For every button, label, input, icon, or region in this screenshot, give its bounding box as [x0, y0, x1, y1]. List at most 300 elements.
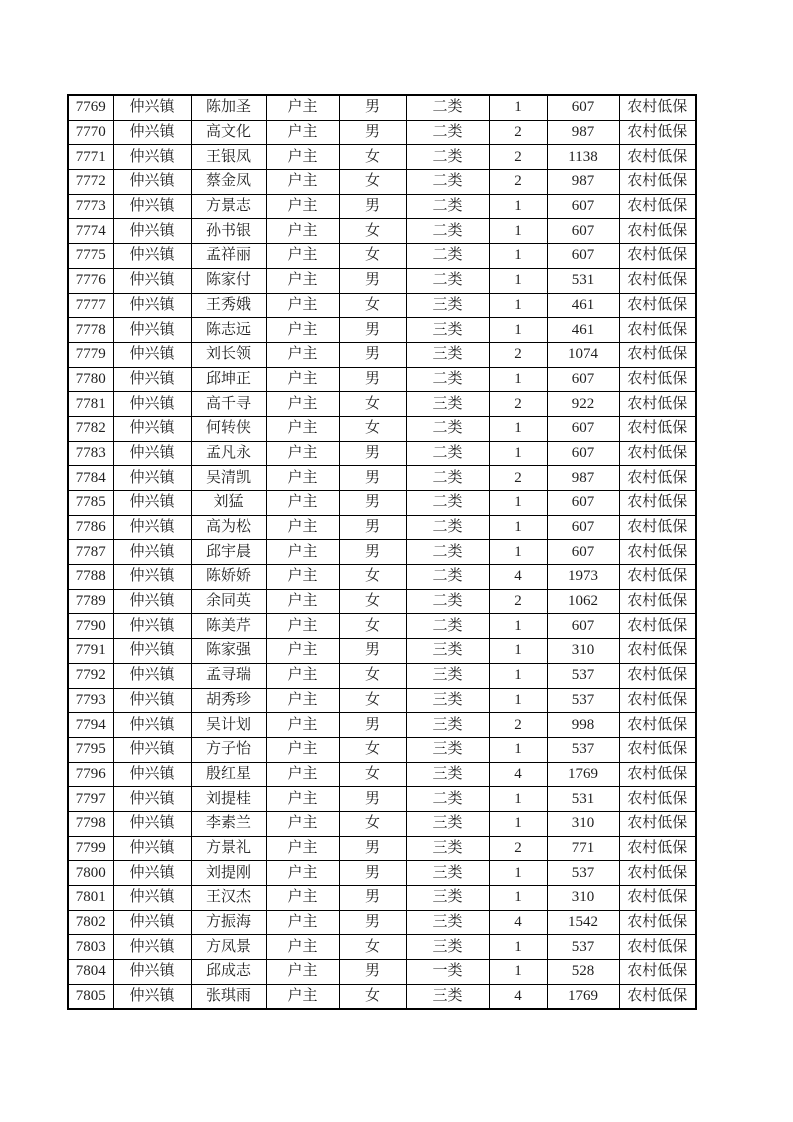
- gender-cell: 男: [339, 861, 406, 886]
- amount-cell: 987: [547, 170, 619, 195]
- relation-cell: 户主: [266, 268, 339, 293]
- benefit-type-cell: 农村低保: [619, 787, 696, 812]
- name-cell: 刘长领: [191, 342, 266, 367]
- benefit-table: [67, 94, 697, 1010]
- count-cell: 1: [489, 491, 547, 516]
- table-row: [68, 392, 696, 417]
- table-row: [68, 293, 696, 318]
- amount-cell: 1138: [547, 145, 619, 170]
- count-cell: 1: [489, 367, 547, 392]
- name-cell: 陈美芹: [191, 614, 266, 639]
- serial-cell: 7780: [68, 367, 113, 392]
- relation-cell: 户主: [266, 787, 339, 812]
- relation-cell: 户主: [266, 910, 339, 935]
- gender-cell: 女: [339, 392, 406, 417]
- amount-cell: 607: [547, 367, 619, 392]
- town-cell: 仲兴镇: [113, 491, 191, 516]
- gender-cell: 男: [339, 318, 406, 343]
- relation-cell: 户主: [266, 713, 339, 738]
- category-cell: 三类: [406, 688, 489, 713]
- category-cell: 二类: [406, 614, 489, 639]
- count-cell: 1: [489, 318, 547, 343]
- town-cell: 仲兴镇: [113, 762, 191, 787]
- amount-cell: 1062: [547, 589, 619, 614]
- relation-cell: 户主: [266, 318, 339, 343]
- gender-cell: 男: [339, 886, 406, 911]
- category-cell: 二类: [406, 170, 489, 195]
- relation-cell: 户主: [266, 836, 339, 861]
- count-cell: 1: [489, 293, 547, 318]
- amount-cell: 537: [547, 935, 619, 960]
- amount-cell: 607: [547, 219, 619, 244]
- town-cell: 仲兴镇: [113, 120, 191, 145]
- relation-cell: 户主: [266, 688, 339, 713]
- table-row: [68, 713, 696, 738]
- count-cell: 4: [489, 910, 547, 935]
- town-cell: 仲兴镇: [113, 589, 191, 614]
- benefit-type-cell: 农村低保: [619, 589, 696, 614]
- relation-cell: 户主: [266, 935, 339, 960]
- town-cell: 仲兴镇: [113, 984, 191, 1009]
- benefit-type-cell: 农村低保: [619, 713, 696, 738]
- town-cell: 仲兴镇: [113, 886, 191, 911]
- serial-cell: 7771: [68, 145, 113, 170]
- name-cell: 张琪雨: [191, 984, 266, 1009]
- relation-cell: 户主: [266, 737, 339, 762]
- name-cell: 殷红星: [191, 762, 266, 787]
- amount-cell: 987: [547, 466, 619, 491]
- benefit-table-body: [68, 95, 696, 1009]
- gender-cell: 男: [339, 95, 406, 120]
- gender-cell: 女: [339, 145, 406, 170]
- relation-cell: 户主: [266, 293, 339, 318]
- serial-cell: 7782: [68, 416, 113, 441]
- count-cell: 1: [489, 737, 547, 762]
- amount-cell: 310: [547, 811, 619, 836]
- town-cell: 仲兴镇: [113, 663, 191, 688]
- benefit-type-cell: 农村低保: [619, 342, 696, 367]
- amount-cell: 922: [547, 392, 619, 417]
- count-cell: 2: [489, 392, 547, 417]
- serial-cell: 7779: [68, 342, 113, 367]
- count-cell: 1: [489, 515, 547, 540]
- amount-cell: 607: [547, 540, 619, 565]
- name-cell: 陈家强: [191, 639, 266, 664]
- serial-cell: 7769: [68, 95, 113, 120]
- category-cell: 二类: [406, 515, 489, 540]
- table-row: [68, 565, 696, 590]
- name-cell: 胡秀珍: [191, 688, 266, 713]
- benefit-type-cell: 农村低保: [619, 367, 696, 392]
- relation-cell: 户主: [266, 540, 339, 565]
- amount-cell: 607: [547, 515, 619, 540]
- category-cell: 二类: [406, 219, 489, 244]
- benefit-type-cell: 农村低保: [619, 244, 696, 269]
- name-cell: 刘提桂: [191, 787, 266, 812]
- amount-cell: 537: [547, 663, 619, 688]
- amount-cell: 310: [547, 639, 619, 664]
- serial-cell: 7798: [68, 811, 113, 836]
- name-cell: 方景志: [191, 194, 266, 219]
- amount-cell: 607: [547, 416, 619, 441]
- benefit-type-cell: 农村低保: [619, 491, 696, 516]
- name-cell: 孟寻瑞: [191, 663, 266, 688]
- town-cell: 仲兴镇: [113, 688, 191, 713]
- name-cell: 陈加圣: [191, 95, 266, 120]
- count-cell: 2: [489, 170, 547, 195]
- gender-cell: 男: [339, 466, 406, 491]
- benefit-type-cell: 农村低保: [619, 293, 696, 318]
- category-cell: 二类: [406, 95, 489, 120]
- serial-cell: 7784: [68, 466, 113, 491]
- relation-cell: 户主: [266, 589, 339, 614]
- count-cell: 1: [489, 935, 547, 960]
- benefit-type-cell: 农村低保: [619, 95, 696, 120]
- gender-cell: 女: [339, 737, 406, 762]
- gender-cell: 女: [339, 565, 406, 590]
- town-cell: 仲兴镇: [113, 367, 191, 392]
- category-cell: 一类: [406, 960, 489, 985]
- amount-cell: 1769: [547, 762, 619, 787]
- town-cell: 仲兴镇: [113, 515, 191, 540]
- table-row: [68, 145, 696, 170]
- count-cell: 4: [489, 762, 547, 787]
- serial-cell: 7785: [68, 491, 113, 516]
- serial-cell: 7794: [68, 713, 113, 738]
- category-cell: 三类: [406, 713, 489, 738]
- town-cell: 仲兴镇: [113, 95, 191, 120]
- gender-cell: 男: [339, 836, 406, 861]
- name-cell: 孟祥丽: [191, 244, 266, 269]
- count-cell: 1: [489, 960, 547, 985]
- serial-cell: 7777: [68, 293, 113, 318]
- amount-cell: 1074: [547, 342, 619, 367]
- table-row: [68, 886, 696, 911]
- category-cell: 三类: [406, 737, 489, 762]
- amount-cell: 528: [547, 960, 619, 985]
- amount-cell: 531: [547, 787, 619, 812]
- serial-cell: 7772: [68, 170, 113, 195]
- category-cell: 三类: [406, 886, 489, 911]
- relation-cell: 户主: [266, 762, 339, 787]
- name-cell: 王秀娥: [191, 293, 266, 318]
- table-row: [68, 836, 696, 861]
- gender-cell: 女: [339, 293, 406, 318]
- gender-cell: 男: [339, 342, 406, 367]
- benefit-type-cell: 农村低保: [619, 935, 696, 960]
- benefit-type-cell: 农村低保: [619, 120, 696, 145]
- count-cell: 2: [489, 836, 547, 861]
- benefit-type-cell: 农村低保: [619, 194, 696, 219]
- name-cell: 邱成志: [191, 960, 266, 985]
- relation-cell: 户主: [266, 145, 339, 170]
- relation-cell: 户主: [266, 466, 339, 491]
- gender-cell: 女: [339, 614, 406, 639]
- table-row: [68, 515, 696, 540]
- town-cell: 仲兴镇: [113, 219, 191, 244]
- category-cell: 三类: [406, 811, 489, 836]
- name-cell: 吴清凯: [191, 466, 266, 491]
- category-cell: 二类: [406, 120, 489, 145]
- name-cell: 高文化: [191, 120, 266, 145]
- count-cell: 1: [489, 194, 547, 219]
- relation-cell: 户主: [266, 367, 339, 392]
- benefit-type-cell: 农村低保: [619, 960, 696, 985]
- town-cell: 仲兴镇: [113, 194, 191, 219]
- count-cell: 1: [489, 787, 547, 812]
- serial-cell: 7775: [68, 244, 113, 269]
- count-cell: 4: [489, 984, 547, 1009]
- category-cell: 二类: [406, 787, 489, 812]
- category-cell: 二类: [406, 244, 489, 269]
- serial-cell: 7786: [68, 515, 113, 540]
- relation-cell: 户主: [266, 663, 339, 688]
- amount-cell: 1769: [547, 984, 619, 1009]
- name-cell: 刘提刚: [191, 861, 266, 886]
- gender-cell: 女: [339, 589, 406, 614]
- relation-cell: 户主: [266, 194, 339, 219]
- name-cell: 陈志远: [191, 318, 266, 343]
- serial-cell: 7796: [68, 762, 113, 787]
- table-row: [68, 787, 696, 812]
- amount-cell: 607: [547, 95, 619, 120]
- town-cell: 仲兴镇: [113, 145, 191, 170]
- table-row: [68, 688, 696, 713]
- relation-cell: 户主: [266, 639, 339, 664]
- gender-cell: 女: [339, 984, 406, 1009]
- category-cell: 二类: [406, 565, 489, 590]
- benefit-type-cell: 农村低保: [619, 663, 696, 688]
- town-cell: 仲兴镇: [113, 244, 191, 269]
- benefit-type-cell: 农村低保: [619, 762, 696, 787]
- category-cell: 三类: [406, 910, 489, 935]
- table-row: [68, 589, 696, 614]
- serial-cell: 7773: [68, 194, 113, 219]
- table-row: [68, 935, 696, 960]
- relation-cell: 户主: [266, 219, 339, 244]
- relation-cell: 户主: [266, 170, 339, 195]
- category-cell: 三类: [406, 392, 489, 417]
- benefit-type-cell: 农村低保: [619, 688, 696, 713]
- serial-cell: 7770: [68, 120, 113, 145]
- benefit-type-cell: 农村低保: [619, 984, 696, 1009]
- relation-cell: 户主: [266, 886, 339, 911]
- table-row: [68, 170, 696, 195]
- amount-cell: 537: [547, 737, 619, 762]
- count-cell: 1: [489, 614, 547, 639]
- relation-cell: 户主: [266, 984, 339, 1009]
- table-row: [68, 811, 696, 836]
- category-cell: 三类: [406, 762, 489, 787]
- table-row: [68, 466, 696, 491]
- town-cell: 仲兴镇: [113, 811, 191, 836]
- name-cell: 邱宇晨: [191, 540, 266, 565]
- relation-cell: 户主: [266, 565, 339, 590]
- count-cell: 1: [489, 861, 547, 886]
- relation-cell: 户主: [266, 515, 339, 540]
- benefit-type-cell: 农村低保: [619, 565, 696, 590]
- benefit-type-cell: 农村低保: [619, 886, 696, 911]
- name-cell: 邱坤正: [191, 367, 266, 392]
- amount-cell: 607: [547, 441, 619, 466]
- gender-cell: 女: [339, 219, 406, 244]
- table-row: [68, 960, 696, 985]
- amount-cell: 461: [547, 293, 619, 318]
- table-row: [68, 342, 696, 367]
- name-cell: 王银凤: [191, 145, 266, 170]
- name-cell: 何转侠: [191, 416, 266, 441]
- count-cell: 1: [489, 540, 547, 565]
- amount-cell: 607: [547, 244, 619, 269]
- table-row: [68, 540, 696, 565]
- amount-cell: 1542: [547, 910, 619, 935]
- gender-cell: 女: [339, 811, 406, 836]
- serial-cell: 7788: [68, 565, 113, 590]
- name-cell: 高为松: [191, 515, 266, 540]
- table-row: [68, 639, 696, 664]
- name-cell: 吴计划: [191, 713, 266, 738]
- town-cell: 仲兴镇: [113, 416, 191, 441]
- gender-cell: 男: [339, 268, 406, 293]
- amount-cell: 310: [547, 886, 619, 911]
- category-cell: 三类: [406, 342, 489, 367]
- relation-cell: 户主: [266, 960, 339, 985]
- town-cell: 仲兴镇: [113, 342, 191, 367]
- gender-cell: 女: [339, 935, 406, 960]
- category-cell: 三类: [406, 318, 489, 343]
- category-cell: 二类: [406, 416, 489, 441]
- benefit-type-cell: 农村低保: [619, 540, 696, 565]
- name-cell: 方子怡: [191, 737, 266, 762]
- amount-cell: 537: [547, 688, 619, 713]
- count-cell: 1: [489, 811, 547, 836]
- benefit-type-cell: 农村低保: [619, 170, 696, 195]
- benefit-type-cell: 农村低保: [619, 416, 696, 441]
- town-cell: 仲兴镇: [113, 318, 191, 343]
- relation-cell: 户主: [266, 95, 339, 120]
- town-cell: 仲兴镇: [113, 836, 191, 861]
- category-cell: 三类: [406, 861, 489, 886]
- name-cell: 李素兰: [191, 811, 266, 836]
- amount-cell: 607: [547, 614, 619, 639]
- category-cell: 三类: [406, 293, 489, 318]
- benefit-type-cell: 农村低保: [619, 466, 696, 491]
- serial-cell: 7803: [68, 935, 113, 960]
- count-cell: 2: [489, 120, 547, 145]
- amount-cell: 998: [547, 713, 619, 738]
- count-cell: 1: [489, 688, 547, 713]
- gender-cell: 女: [339, 416, 406, 441]
- table-row: [68, 861, 696, 886]
- town-cell: 仲兴镇: [113, 737, 191, 762]
- count-cell: 4: [489, 565, 547, 590]
- gender-cell: 女: [339, 688, 406, 713]
- benefit-type-cell: 农村低保: [619, 639, 696, 664]
- benefit-type-cell: 农村低保: [619, 515, 696, 540]
- serial-cell: 7781: [68, 392, 113, 417]
- category-cell: 二类: [406, 491, 489, 516]
- category-cell: 三类: [406, 836, 489, 861]
- benefit-type-cell: 农村低保: [619, 811, 696, 836]
- name-cell: 高千寻: [191, 392, 266, 417]
- relation-cell: 户主: [266, 244, 339, 269]
- gender-cell: 男: [339, 515, 406, 540]
- town-cell: 仲兴镇: [113, 960, 191, 985]
- table-row: [68, 762, 696, 787]
- benefit-type-cell: 农村低保: [619, 737, 696, 762]
- count-cell: 2: [489, 713, 547, 738]
- town-cell: 仲兴镇: [113, 639, 191, 664]
- serial-cell: 7783: [68, 441, 113, 466]
- category-cell: 二类: [406, 268, 489, 293]
- name-cell: 刘猛: [191, 491, 266, 516]
- gender-cell: 男: [339, 120, 406, 145]
- benefit-type-cell: 农村低保: [619, 268, 696, 293]
- gender-cell: 女: [339, 762, 406, 787]
- amount-cell: 531: [547, 268, 619, 293]
- table-row: [68, 194, 696, 219]
- name-cell: 王汉杰: [191, 886, 266, 911]
- category-cell: 二类: [406, 589, 489, 614]
- benefit-type-cell: 农村低保: [619, 836, 696, 861]
- category-cell: 二类: [406, 441, 489, 466]
- table-row: [68, 491, 696, 516]
- name-cell: 陈娇娇: [191, 565, 266, 590]
- serial-cell: 7800: [68, 861, 113, 886]
- gender-cell: 男: [339, 713, 406, 738]
- category-cell: 三类: [406, 984, 489, 1009]
- gender-cell: 女: [339, 244, 406, 269]
- gender-cell: 男: [339, 910, 406, 935]
- name-cell: 方景礼: [191, 836, 266, 861]
- benefit-type-cell: 农村低保: [619, 145, 696, 170]
- name-cell: 余同英: [191, 589, 266, 614]
- category-cell: 二类: [406, 466, 489, 491]
- serial-cell: 7789: [68, 589, 113, 614]
- amount-cell: 771: [547, 836, 619, 861]
- gender-cell: 男: [339, 960, 406, 985]
- amount-cell: 1973: [547, 565, 619, 590]
- table-row: [68, 441, 696, 466]
- count-cell: 1: [489, 416, 547, 441]
- amount-cell: 537: [547, 861, 619, 886]
- town-cell: 仲兴镇: [113, 441, 191, 466]
- name-cell: 蔡金凤: [191, 170, 266, 195]
- serial-cell: 7791: [68, 639, 113, 664]
- table-row: [68, 367, 696, 392]
- town-cell: 仲兴镇: [113, 565, 191, 590]
- count-cell: 2: [489, 342, 547, 367]
- gender-cell: 男: [339, 441, 406, 466]
- serial-cell: 7802: [68, 910, 113, 935]
- serial-cell: 7776: [68, 268, 113, 293]
- count-cell: 1: [489, 886, 547, 911]
- name-cell: 方凤景: [191, 935, 266, 960]
- count-cell: 2: [489, 145, 547, 170]
- town-cell: 仲兴镇: [113, 268, 191, 293]
- relation-cell: 户主: [266, 120, 339, 145]
- amount-cell: 607: [547, 491, 619, 516]
- category-cell: 三类: [406, 935, 489, 960]
- table-row: [68, 268, 696, 293]
- town-cell: 仲兴镇: [113, 787, 191, 812]
- table-row: [68, 910, 696, 935]
- count-cell: 1: [489, 441, 547, 466]
- count-cell: 1: [489, 268, 547, 293]
- table-row: [68, 219, 696, 244]
- relation-cell: 户主: [266, 342, 339, 367]
- category-cell: 二类: [406, 145, 489, 170]
